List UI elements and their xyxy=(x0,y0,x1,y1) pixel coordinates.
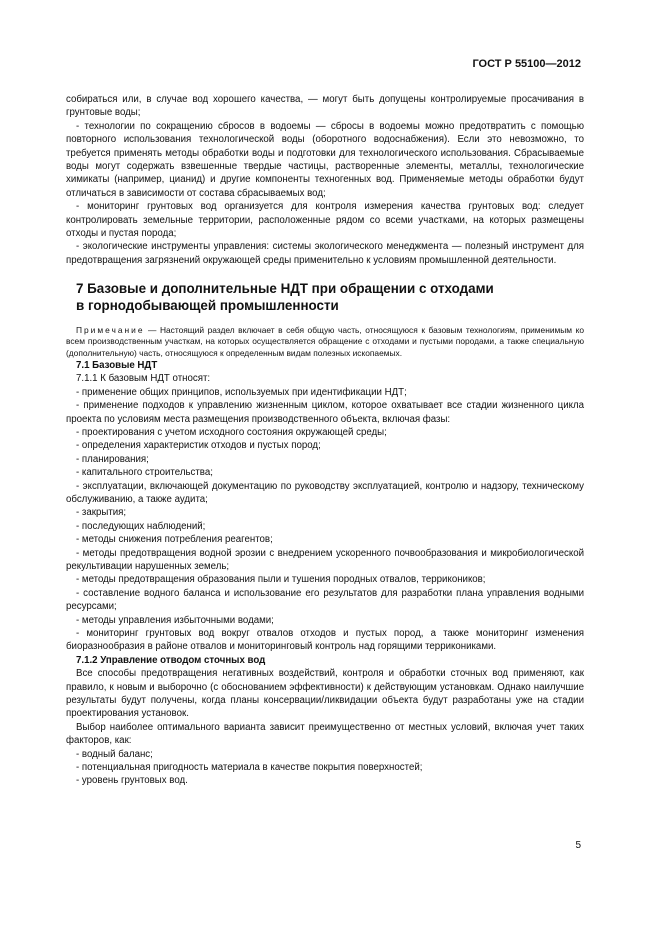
section-title-line: в горнодобывающей промышленности xyxy=(76,297,339,313)
list-item: - планирования; xyxy=(76,453,149,465)
list-item: - определения характеристик отходов и пустых пород; xyxy=(76,440,321,452)
list xyxy=(66,748,584,788)
list-item: - последующих наблюдений; xyxy=(76,520,206,532)
list-item: - водный баланс; xyxy=(76,748,153,760)
list-item: - составление водного баланса и использование его результатов для разработки плана управления водными ресурсами; xyxy=(66,587,584,613)
subsection-title: 7.1 Базовые НДТ xyxy=(76,359,158,371)
paragraph: собираться или, в случае вод хорошего качества, — могут быть допущены контролируемые просачивания в грунтовые воды; xyxy=(66,94,584,119)
note xyxy=(66,325,584,359)
list-item: - применение подходов к управлению жизненным циклом, которое охватывает все стадии жизненного цикла проекта по условиям места размещения производственного объекта, включая фазы: xyxy=(66,400,584,425)
list-item: - мониторинг грунтовых вод организуется для контроля измерения качества грунтовых вод: следует контролировать земельные территории, расположенные рядом со всеми участками, на которых размещены отходы и пустая порода; xyxy=(66,201,584,240)
document-body xyxy=(66,93,584,788)
paragraph: 7.1.1 К базовым НДТ относят: xyxy=(76,373,211,385)
list-item: - методы предотвращения образования пыли и тушения породных отвалов, терриконикoв; xyxy=(76,574,486,586)
list-item: - экологические инструменты управления: системы экологического менеджмента — полезный инструмент для предотвращения загрязнений окружающей среды применительно к условиям промышленной деятельности. xyxy=(66,241,584,266)
list-item: - закрытия; xyxy=(76,507,127,519)
list-item: - уровень грунтовых вод. xyxy=(76,775,188,787)
note-label: Примечание xyxy=(76,325,145,336)
list-item: - мониторинг грунтовых вод вокруг отвалов отходов и пустых пород, а также мониторинг изменения биоразнообразия в районе отвалов и мониторинговый контроль над горящими террикониками. xyxy=(66,628,584,653)
note-text: — Настоящий раздел включает в себя общую часть, относящуюся к базовым технологиям, применимым ко всем производственным участкам, на которых осуществляется обращение с отходами и пустыми породами, а также специальную (дополнительную) часть, относящуюся к определенным видам полезных ископаемых. xyxy=(66,325,584,358)
subsection-title: 7.1.2 Управление отводом сточных вод xyxy=(76,654,266,666)
page-number: 5 xyxy=(575,840,581,851)
list-item: - методы снижения потребления реагентов; xyxy=(76,534,273,546)
list-item: - применение общих принципов, используемых при идентификации НДТ; xyxy=(76,386,407,398)
list-item: - эксплуатации, включающей документацию по руководству эксплуатацией, контролю и надзору, техническому обслуживанию, а также аудита; xyxy=(66,480,584,505)
list-item: - потенциальная пригодность материала в качестве покрытия поверхностей; xyxy=(76,762,423,774)
document-code: ГОСТ Р 55100—2012 xyxy=(472,58,581,70)
list-item: - капитального строительства; xyxy=(76,467,213,479)
list-item: - методы управления избыточными водами; xyxy=(76,614,274,626)
paragraph: Выбор наиболее оптимального варианта зависит преимущественно от местных условий, включая учет таких факторов, как: xyxy=(66,721,584,747)
list-item: - проектирования с учетом исходного состояния окружающей среды; xyxy=(76,426,387,438)
list-item: - методы предотвращения водной эрозии с внедрением ускоренного почвообразования и микробиологической рекультивации нарушенных земель; xyxy=(66,547,584,572)
section-title xyxy=(76,281,584,314)
section-title-line: 7 Базовые и дополнительные НДТ при обращении с отходами xyxy=(76,281,494,297)
list-item: - технологии по сокращению сбросов в водоемы — сбросы в водоемы можно предотвратить с помощью повторного использования технологической воды (оборотного водоснабжения). Если это невозможно, то требуется применять методы обработки воды и подготовки для технологического использования. Сбрасываемые воды могут содержать взвешенные твердые частицы, растворенные элементы, металлы, технологические химикаты (например, цианид) и другие компоненты техногенных вод. Применяемые методы обработки будут отличаться в зависимости от состава сбрасываемых вод; xyxy=(66,120,584,199)
list xyxy=(66,386,584,654)
paragraph: Все способы предотвращения негативных воздействий, контроля и обработки сточных вод применяют, как правило, к новым и выборочно (с обоснованием эффективности) к действующим установкам. Однако наилучшие результаты будут получены, когда планы консервации/ликвидации объекта будут разработаны уже на стадии проектирования установок. xyxy=(66,668,584,720)
